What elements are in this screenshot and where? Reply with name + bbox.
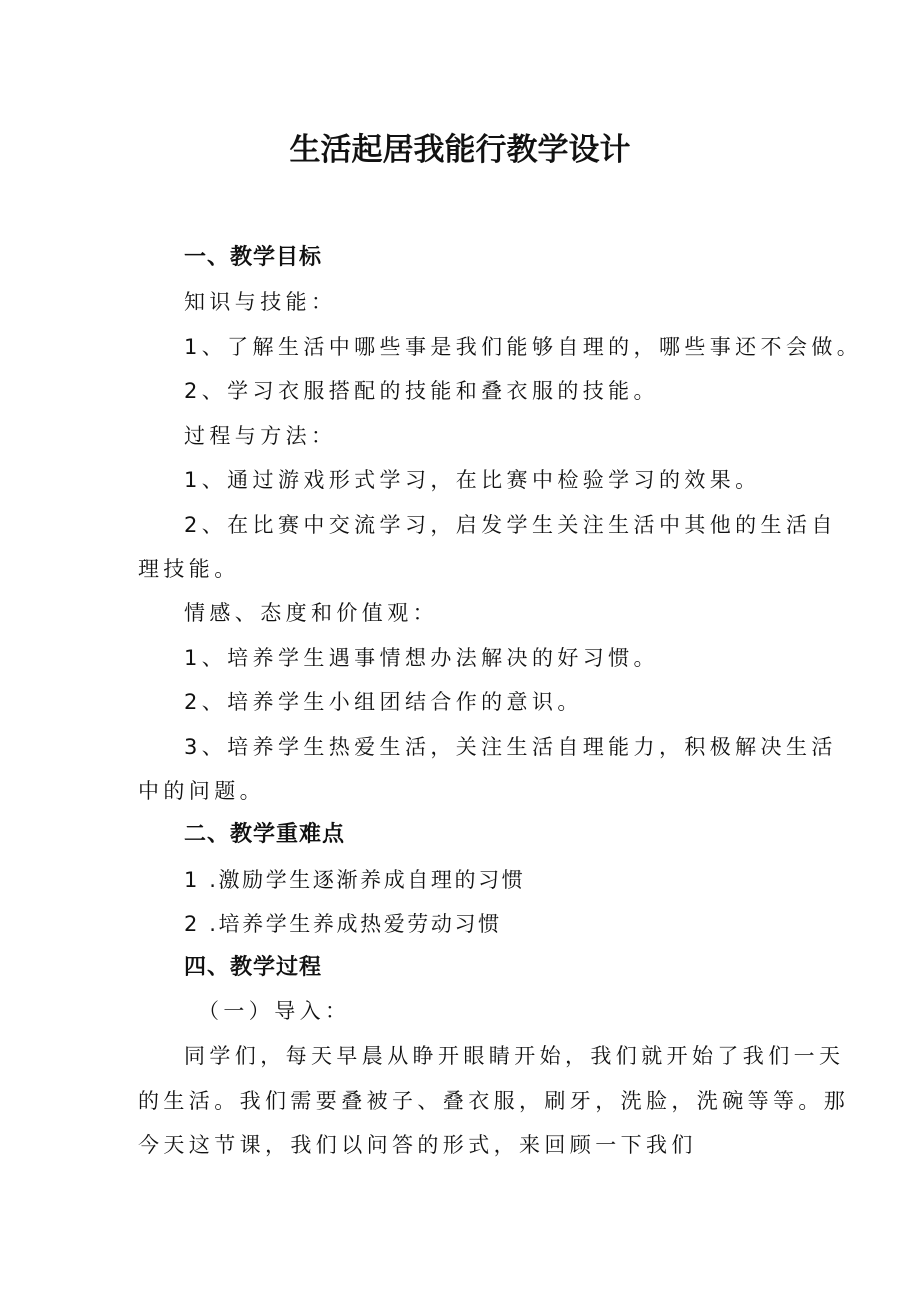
paragraph-line: 2、培养学生小组团结合作的意识。 [184, 690, 583, 714]
subheading-emotion-values: 情感、态度和价值观： [184, 601, 438, 625]
section-heading-teaching-process: 四、教学过程 [184, 955, 323, 980]
document-title: 生活起居我能行教学设计 [289, 132, 631, 168]
paragraph-line: 今天这节课，我们以问答的形式，来回顾一下我们 [138, 1133, 697, 1157]
paragraph-line: 的生活。我们需要叠被子、叠衣服，刷牙，洗脸，洗碗等等。那 [138, 1089, 850, 1113]
paragraph-line: 1、通过游戏形式学习，在比赛中检验学习的效果。 [184, 468, 761, 492]
paragraph-line: 理技能。 [138, 557, 240, 581]
subheading-knowledge-skills: 知识与技能： [184, 290, 337, 314]
list-item: 2 .培养学生养成热爱劳动习惯 [184, 912, 502, 936]
section-heading-teaching-goals: 一、教学目标 [184, 245, 323, 270]
paragraph-line: 1、了解生活中哪些事是我们能够自理的，哪些事还不会做。 [184, 335, 863, 359]
subheading-process-methods: 过程与方法： [184, 424, 337, 448]
paragraph-line: 中的问题。 [138, 779, 265, 803]
paragraph-line: 2、学习衣服搭配的技能和叠衣服的技能。 [184, 379, 659, 403]
paragraph-line: 1、培养学生遇事情想办法解决的好习惯。 [184, 646, 659, 670]
list-item: 1 .激励学生逐渐养成自理的习惯 [184, 868, 526, 892]
paragraph-line: 同学们，每天早晨从睁开眼睛开始，我们就开始了我们一天 [184, 1044, 845, 1068]
section-heading-key-points: 二、教学重难点 [184, 822, 346, 847]
subheading-introduction: （一）导入： [198, 999, 351, 1023]
paragraph-line: 3、培养学生热爱生活，关注生活自理能力，积极解决生活 [184, 735, 837, 759]
paragraph-line: 2、在比赛中交流学习，启发学生关注生活中其他的生活自 [184, 513, 837, 537]
